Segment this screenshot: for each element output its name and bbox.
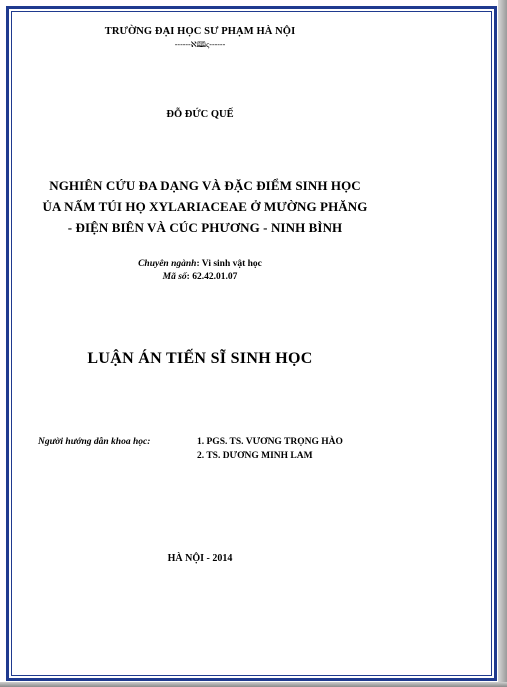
university-name: TRƯỜNG ĐẠI HỌC SƯ PHẠM HÀ NỘI bbox=[104, 26, 296, 37]
thesis-title-line-3: - ĐIỆN BIÊN VÀ CÚC PHƯƠNG - NINH BÌNH bbox=[67, 220, 343, 235]
code-value: : 62.42.01.07 bbox=[186, 272, 238, 282]
page-edge-shadow-bottom bbox=[0, 682, 507, 687]
ornament-divider: ------ℵ🕮ς------ bbox=[174, 40, 226, 49]
thesis-title-line-2: ỦA NẤM TÚI HỌ XYLARIACEAE Ở MƯỜNG PHĂNG bbox=[42, 199, 368, 214]
major-value: : Vi sinh vật học bbox=[196, 259, 262, 269]
author-name: ĐỖ ĐỨC QUẾ bbox=[166, 109, 234, 120]
place-and-year: HÀ NỘI - 2014 bbox=[167, 553, 233, 564]
degree-title: LUẬN ÁN TIẾN SĨ SINH HỌC bbox=[87, 350, 313, 367]
supervisor-1: 1. PGS. TS. VƯƠNG TRỌNG HÀO bbox=[197, 437, 343, 447]
code-label: Mã số bbox=[162, 272, 187, 282]
supervisor-2: 2. TS. DƯƠNG MINH LAM bbox=[197, 451, 313, 461]
major-line bbox=[0, 259, 400, 269]
major-label: Chuyên ngành bbox=[138, 259, 197, 269]
code-line bbox=[0, 272, 400, 282]
thesis-title-line-1: NGHIÊN CỨU ĐA DẠNG VÀ ĐẶC ĐIỂM SINH HỌC bbox=[49, 178, 361, 193]
page-edge-shadow-right bbox=[498, 0, 507, 687]
supervisor-label: Người hướng dẫn khoa học: bbox=[38, 437, 151, 447]
